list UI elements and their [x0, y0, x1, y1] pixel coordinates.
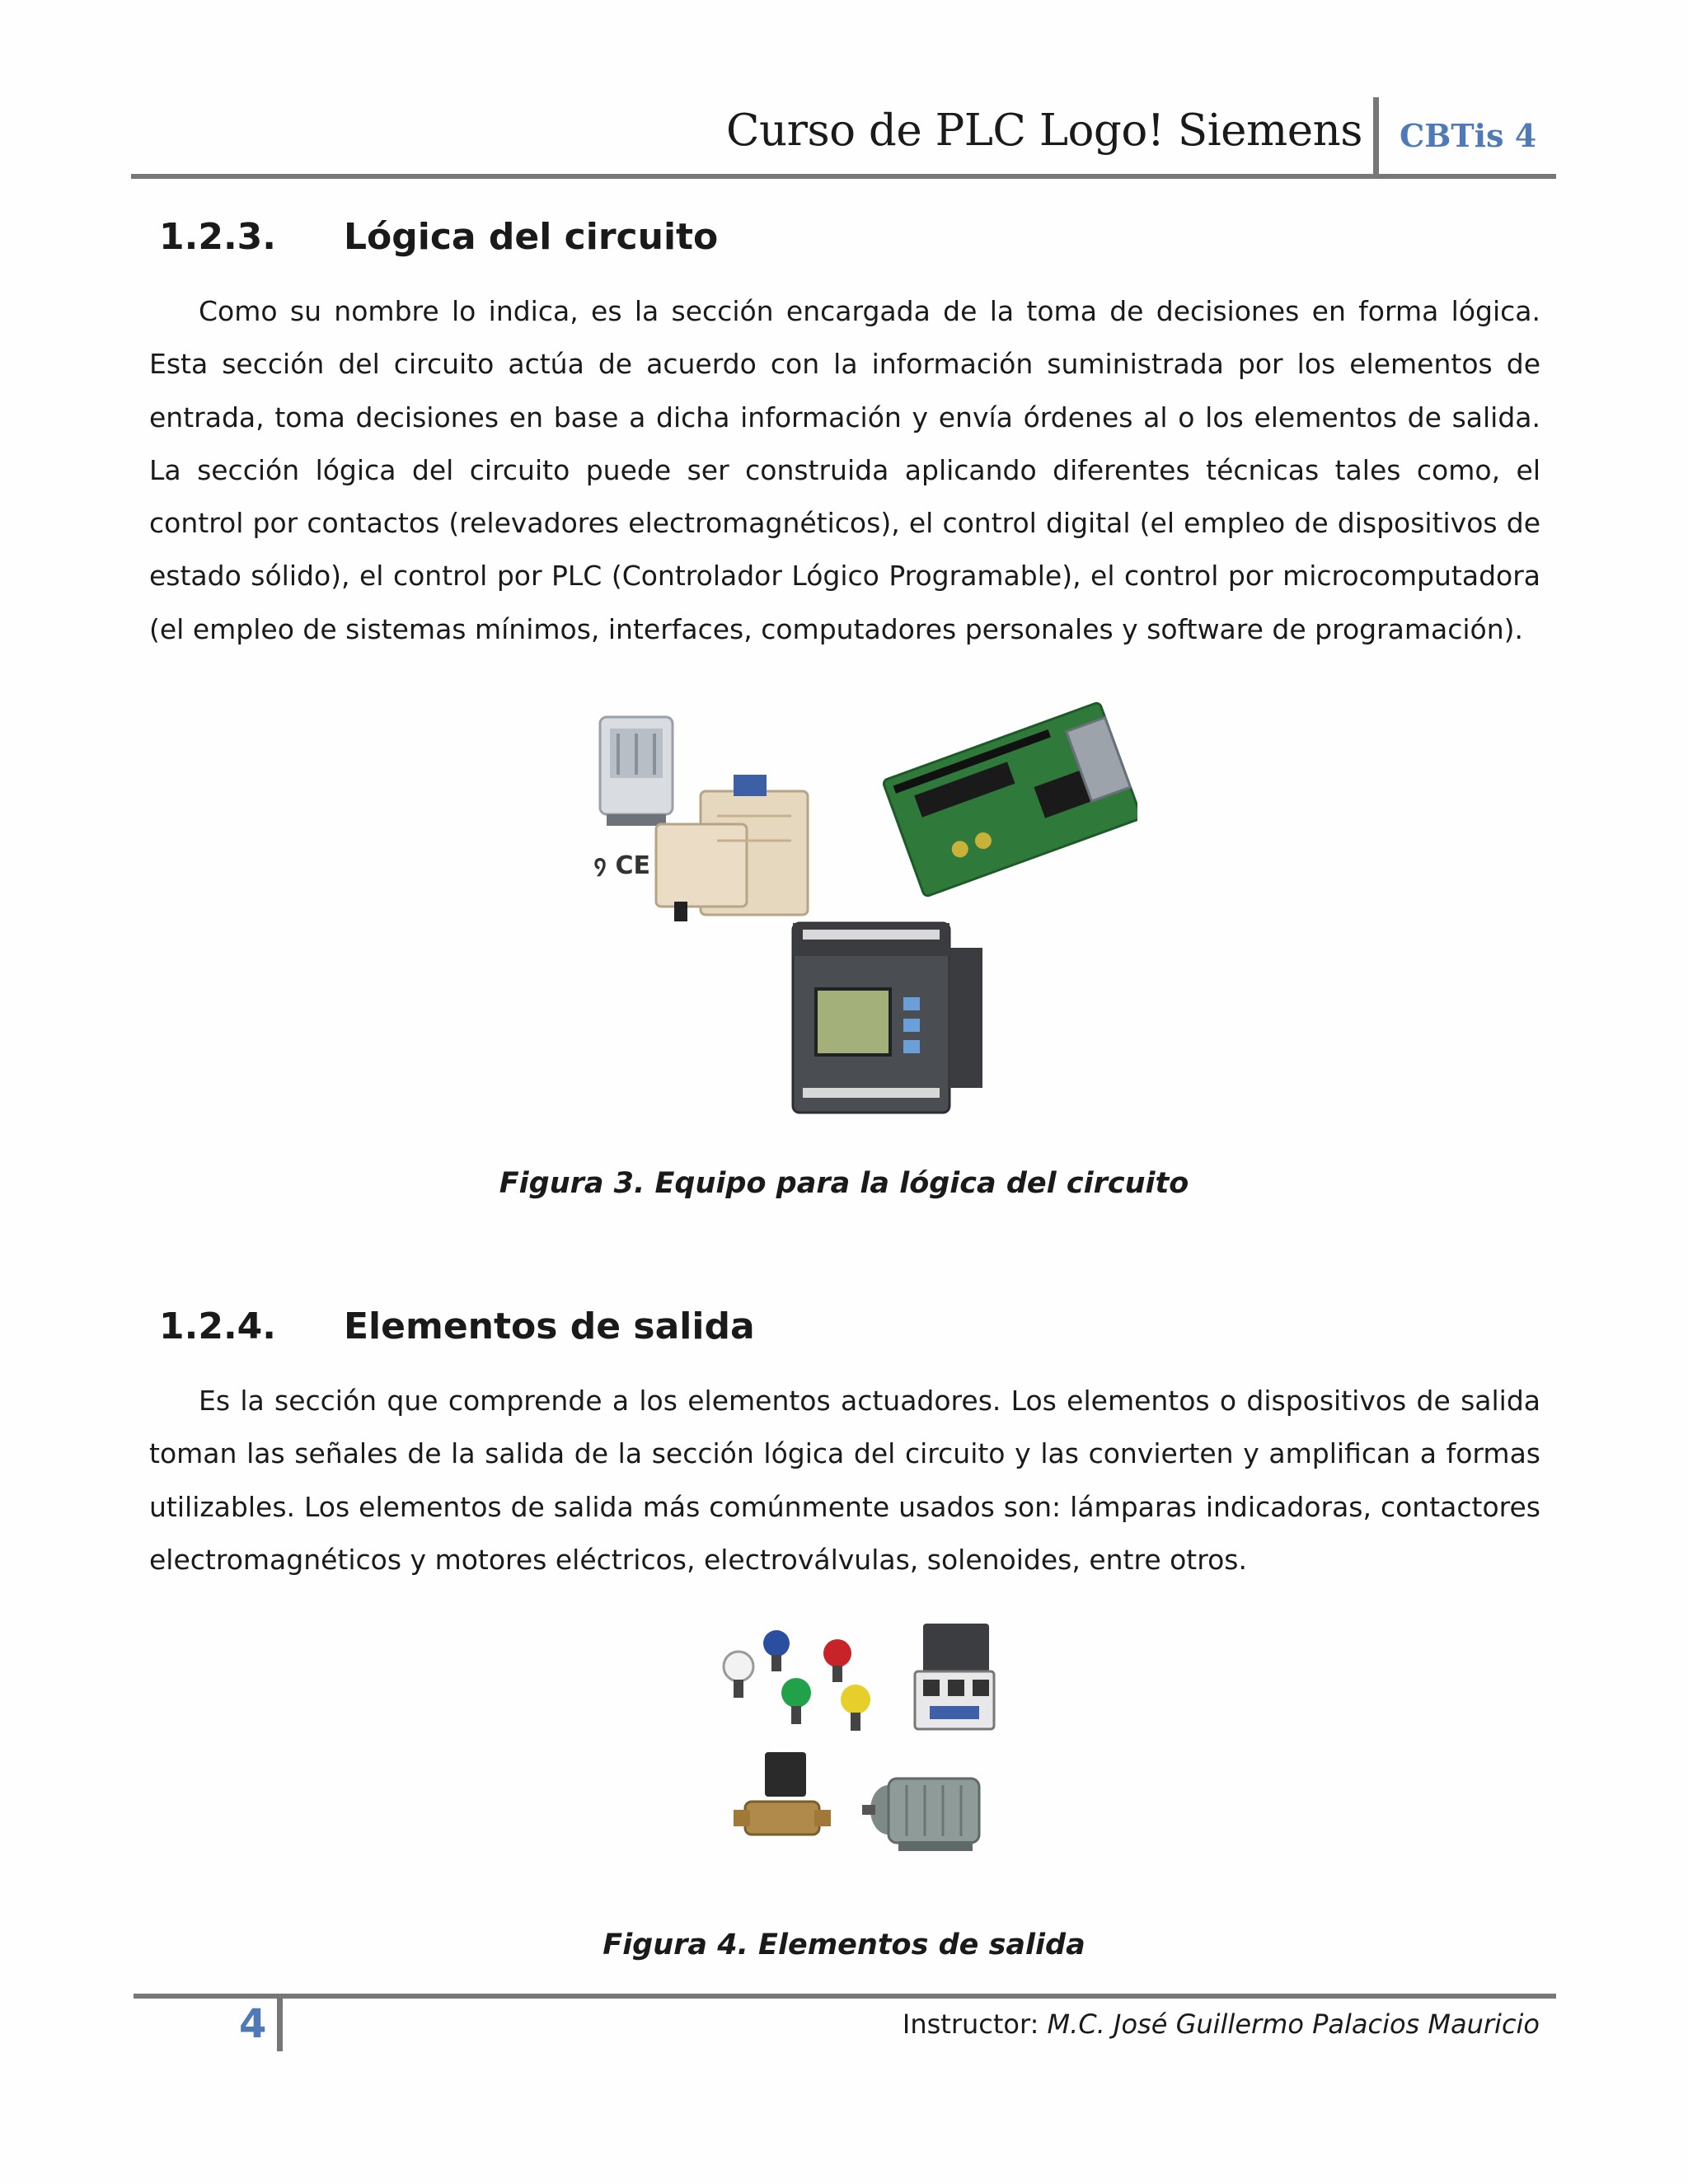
relay-icon	[600, 717, 673, 826]
figure-3-image	[577, 701, 1137, 1129]
section-paragraph: Como su nombre lo indica, es la sección encargada de la toma de decisiones en forma lógica. Esta sección del circuito actúa de acuerdo con la información suministrada por los elementos de entrada, toma decisiones en base a dicha información y envía órdenes al o los elementos de salida. La sección lógica del circuito puede ser construida aplicando diferentes técnicas tales como, el control por contactos (relevadores electromagnéticos), el control digital (el empleo de dispositivos de estado sólido), el control por PLC (Controlador Lógico Programable), el control por microcomputadora (el empleo de sistemas mínimos, interfaces, computadores personales y software de programación).	[149, 295, 1540, 645]
footer-divider	[277, 1994, 283, 2051]
solenoid-valve-icon	[734, 1752, 831, 1835]
figure-4-image	[717, 1615, 1014, 1863]
header-divider	[1373, 97, 1379, 178]
circuit-board-icon	[883, 702, 1137, 898]
course-title: Curso de PLC Logo! Siemens	[725, 105, 1362, 156]
instructor-name: M.C. José Guillermo Palacios Mauricio	[1047, 2008, 1540, 2040]
section-title: Lógica del circuito	[344, 216, 719, 258]
instructor-credit	[903, 2008, 1540, 2040]
certification-marks: ᠀ CE	[593, 851, 650, 880]
indicator-lamps-icon	[724, 1630, 870, 1731]
relay-module-icon	[656, 775, 808, 921]
plc-logo-icon	[793, 923, 982, 1113]
section-heading-salida	[159, 1305, 755, 1347]
section-paragraph: Es la sección que comprende a los elementos actuadores. Los elementos o dispositivos de salida toman las señales de la salida de la sección lógica del circuito y las convierten y amplifican a formas utilizables. Los elementos de salida más comúnmente usados son: lámparas indicadoras, contactores electromagnéticos y motores eléctricos, electroválvulas, solenoides, entre otros.	[149, 1385, 1540, 1576]
electric-motor-icon	[862, 1779, 979, 1851]
section-number: 1.2.4.	[159, 1305, 276, 1347]
footer-rule	[134, 1994, 1556, 1999]
school-name: CBTis 4	[1400, 117, 1537, 154]
contactor-icon	[915, 1624, 994, 1729]
page-number: 4	[239, 2001, 267, 2047]
figure-caption: Figura 3. Equipo para la lógica del circuito	[499, 1167, 1189, 1200]
figure-caption: Figura 4. Elementos de salida	[603, 1929, 1085, 1961]
section-title: Elementos de salida	[344, 1305, 755, 1347]
instructor-label: Instructor:	[902, 2008, 1039, 2040]
section-number: 1.2.3.	[159, 216, 276, 258]
header-rule	[131, 174, 1556, 179]
section-heading-logica	[159, 216, 718, 258]
